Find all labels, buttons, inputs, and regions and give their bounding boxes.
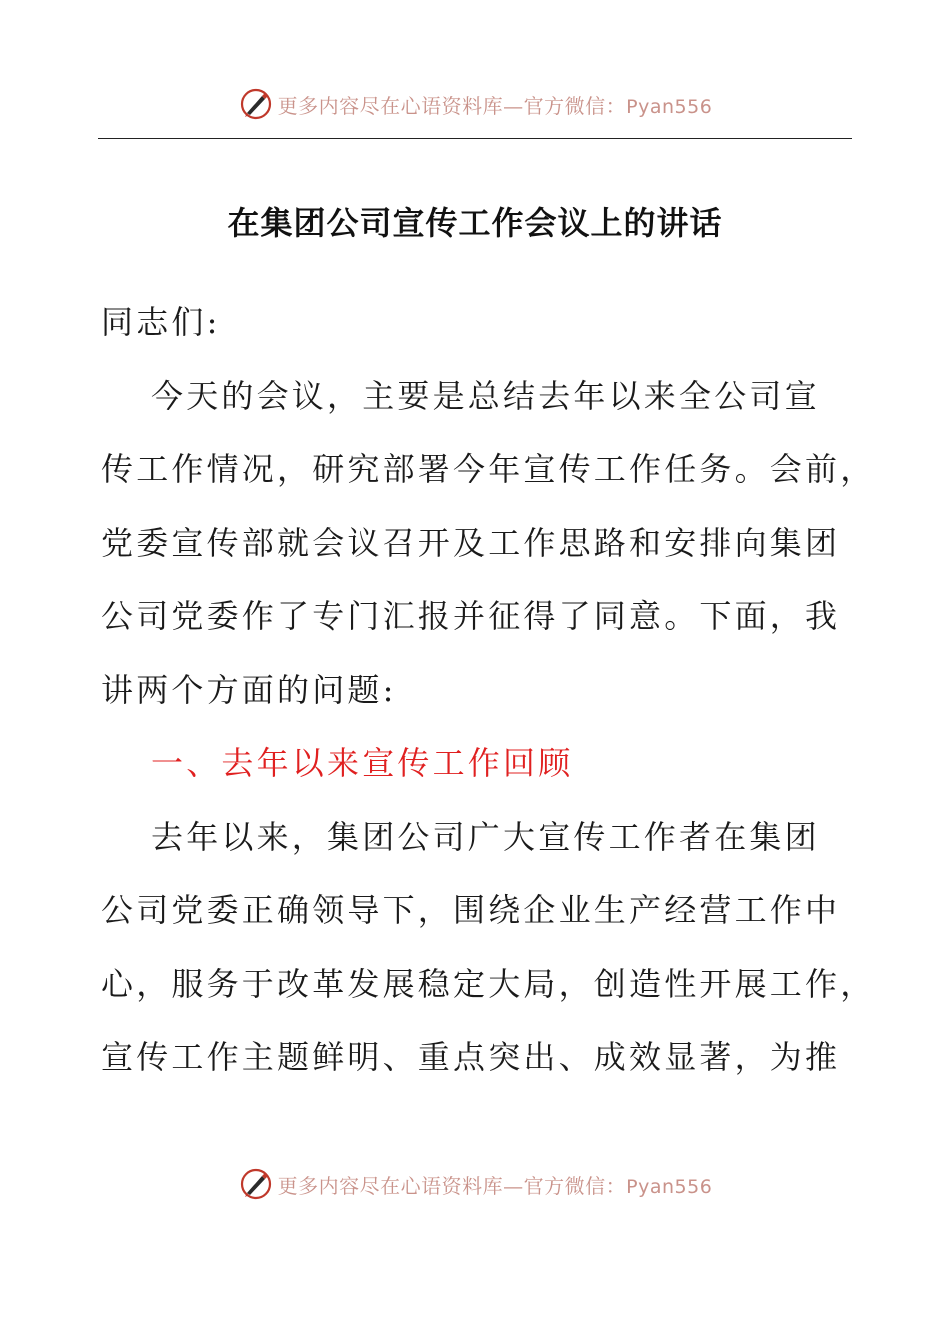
header-divider	[98, 138, 852, 139]
body-line: 讲两个方面的问题:	[101, 670, 397, 709]
banner-slogan: 更多内容尽在心语资料库—官方微信：	[277, 1173, 627, 1198]
salutation-line: 同志们:	[101, 303, 221, 341]
body-line: 公司党委正确领导下，围绕企业生产经营工作中	[101, 891, 841, 929]
body-line: 传工作情况，研究部署今年宣传工作任务。会前，	[101, 450, 876, 488]
body-line: 公司党委作了专门汇报并征得了同意。下面，我	[101, 597, 841, 635]
footer-banner-text	[278, 1170, 713, 1199]
document-body	[101, 286, 876, 1095]
header-banner	[0, 82, 950, 126]
body-line: 今天的会议，主要是总结去年以来全公司宣	[151, 376, 820, 415]
body-line: 宣传工作主题鲜明、重点突出、成效显著，为推	[101, 1038, 841, 1076]
footer-banner	[0, 1162, 950, 1206]
banner-wechat-id: Pyan556	[626, 95, 713, 118]
pen-logo-icon	[238, 86, 274, 122]
banner-wechat-id: Pyan556	[626, 1175, 713, 1198]
banner-slogan: 更多内容尽在心语资料库—官方微信：	[277, 93, 627, 118]
header-banner-text	[278, 90, 713, 119]
document-title: 在集团公司宣传工作会议上的讲话	[227, 204, 723, 242]
section-heading: 一、去年以来宣传工作回顾	[151, 744, 574, 782]
body-line: 心，服务于改革发展稳定大局，创造性开展工作，	[101, 964, 876, 1003]
body-line: 去年以来，集团公司广大宣传工作者在集团	[151, 817, 820, 856]
body-line: 党委宣传部就会议召开及工作思路和安排向集团	[101, 523, 841, 562]
pen-logo-icon	[238, 1166, 274, 1202]
